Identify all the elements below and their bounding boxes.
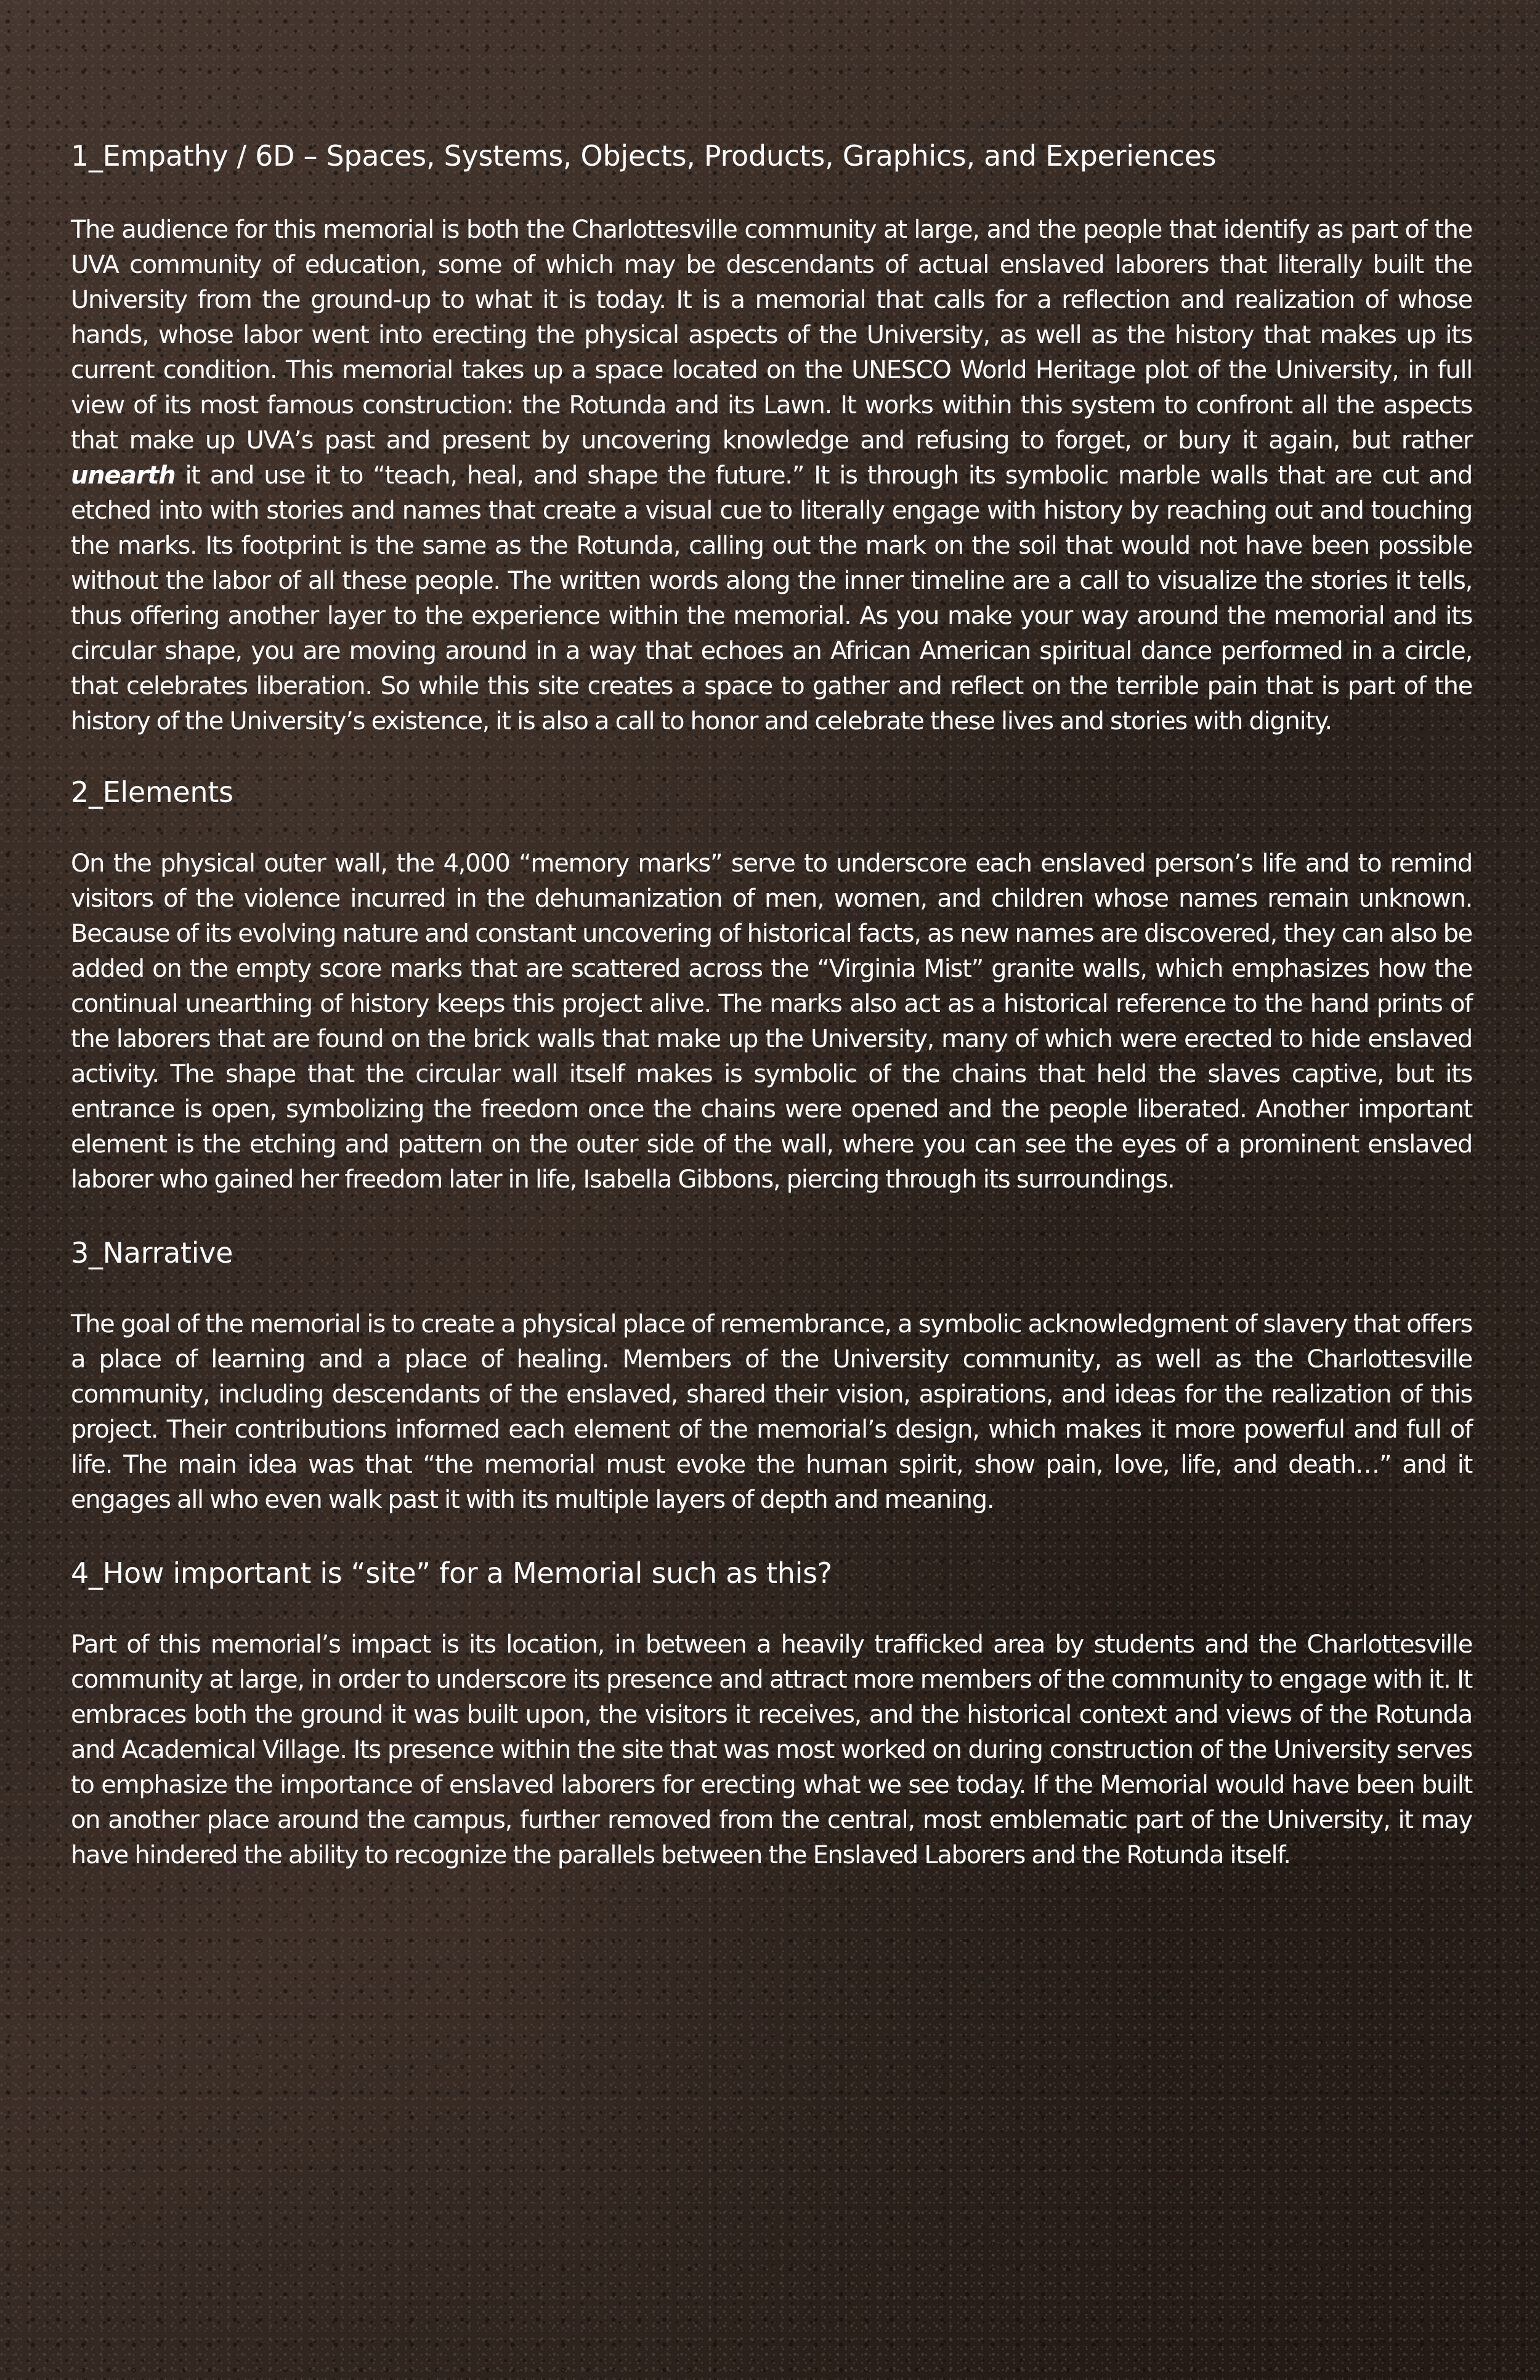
body-text-part-1: The audience for this memorial is both the Charlottesville community at large, and the people that identify as part of the UVA community of education, some of which may be descendants of actual enslaved laborers that literally built the University from the ground-up to what it is today. It is a memorial that calls for a reflection and realization of whose hands, whose labor went into erecting the physical aspects of the University, as well as the history that makes up its current condition. This memorial takes up a space located on the UNESCO World Heritage plot of the University, in full view of its most famous construction: the Rotunda and its Lawn. It works within this system to confront all the aspects that make up UVA’s past and present by uncovering knowledge and refusing to forget, or bury it again, but rather xyxy=(71,216,1472,455)
section-body-empathy xyxy=(71,212,1472,739)
section-empathy xyxy=(71,139,1472,739)
section-body-site: Part of this memorial’s impact is its location, in between a heavily trafficked area by students and the Charlottesville community at large, in order to underscore its presence and attract more members of the community to engage with it. It embraces both the ground it was built upon, the visitors it receives, and the historical context and views of the Rotunda and Academical Village. Its presence within the site that was most worked on during construction of the University serves to emphasize the importance of enslaved laborers for erecting what we see today. If the Memorial would have been built on another place around the campus, further removed from the central, most emblematic part of the University, it may have hindered the ability to recognize the parallels between the Enslaved Laborers and the Rotunda itself. xyxy=(71,1630,1472,1869)
document-page xyxy=(71,139,1472,1873)
section-heading-narrative: 3_Narrative xyxy=(71,1236,233,1269)
section-heading-elements: 2_Elements xyxy=(71,775,233,809)
section-body-elements: On the physical outer wall, the 4,000 “memory marks” serve to underscore each enslaved person’s life and to remind visitors of the violence incurred in the dehumanization of men, women, and children whose names remain unknown. Because of its evolving nature and constant uncovering of historical facts, as new names are discovered, they can also be added on the empty score marks that are scattered across the “Virginia Mist” granite walls, which emphasizes how the continual unearthing of history keeps this project alive. The marks also act as a historical reference to the hand prints of the laborers that are found on the brick walls that make up the University, many of which were erected to hide enslaved activity. The shape that the circular wall itself makes is symbolic of the chains that held the slaves captive, but its entrance is open, symbolizing the freedom once the chains were opened and the people liberated. Another important element is the etching and pattern on the outer side of the wall, where you can see the eyes of a prominent enslaved laborer who gained her freedom later in life, Isabella Gibbons, piercing through its surroundings. xyxy=(71,849,1472,1194)
body-text-part-2: it and use it to “teach, heal, and shape the future.” It is through its symbolic marble walls that are cut and etched into with stories and names that create a visual cue to literally engage with history by reaching out and touching the marks. Its footprint is the same as the Rotunda, calling out the mark on the soil that would not have been possible without the labor of all these people. The written words along the inner timeline are a call to visualize the stories it tells, thus offering another layer to the experience within the memorial. As you make your way around the memorial and its circular shape, you are moving around in a way that echoes an African American spiritual dance performed in a circle, that celebrates liberation. So while this site creates a space to gather and reflect on the terrible pain that is part of the history of the University’s existence, it is also a call to honor and celebrate these lives and stories with dignity. xyxy=(71,461,1472,735)
emphasis-unearth: unearth xyxy=(71,461,176,490)
section-narrative xyxy=(71,1236,1472,1518)
section-body-narrative: The goal of the memorial is to create a physical place of remembrance, a symbolic acknowledgment of slavery that offers a place of learning and a place of healing. Members of the University community, as well as the Charlottesville community, including descendants of the enslaved, shared their vision, aspirations, and ideas for the realization of this project. Their contributions informed each element of the memorial’s design, which makes it more powerful and full of life. The main idea was that “the memorial must evoke the human spirit, show pain, love, life, and death…” and it engages all who even walk past it with its multiple layers of depth and meaning. xyxy=(71,1310,1472,1514)
section-site xyxy=(71,1556,1472,1873)
section-heading-site: 4_How important is “site” for a Memorial such as this? xyxy=(71,1556,832,1590)
section-heading-empathy: 1_Empathy / 6D – Spaces, Systems, Objects, Products, Graphics, and Experiences xyxy=(71,139,1217,172)
section-elements xyxy=(71,775,1472,1197)
